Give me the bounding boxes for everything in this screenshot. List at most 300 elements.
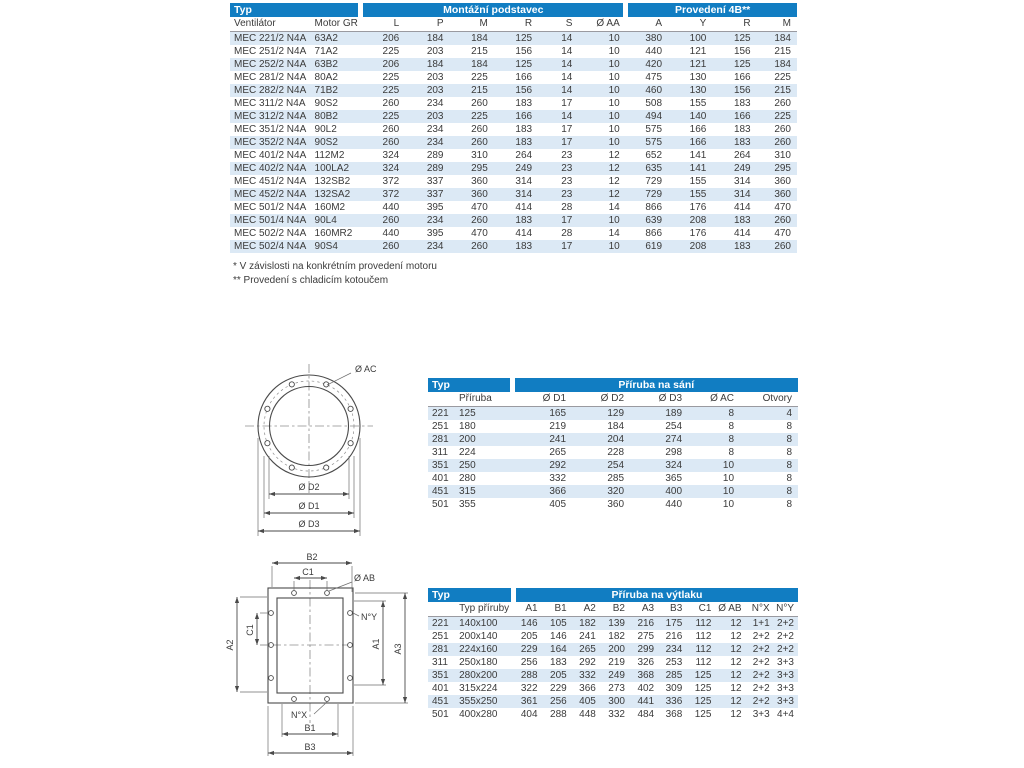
table-row: [428, 433, 798, 446]
table-cell: 2+2: [774, 643, 798, 656]
table-cell: 260: [774, 98, 791, 109]
dim-label-a1: A1: [371, 638, 381, 650]
table-cell: 324: [361, 162, 405, 175]
table-cell: 405: [571, 695, 600, 708]
table-cell: 130: [668, 84, 712, 97]
table-cell: 10: [578, 32, 625, 46]
table-cell: 184: [450, 58, 494, 71]
dim-label-a3: A3: [393, 643, 403, 655]
column-header: Ø D2: [572, 392, 630, 407]
table-cell: MEC 451/2 N4A: [234, 176, 307, 187]
table-cell: 441: [629, 695, 658, 708]
table-cell: 166: [689, 124, 707, 135]
table-cell: 273: [608, 683, 625, 694]
table-cell: MEC 501/2 N4A: [234, 202, 307, 213]
dim-label-a2: A2: [225, 639, 235, 651]
table-cell: 264: [733, 150, 751, 161]
table-cell: 405: [549, 499, 567, 510]
table-cell: 200: [600, 643, 629, 656]
table-cell: 484: [637, 709, 655, 720]
table-cell: 366: [579, 683, 596, 694]
table-cell: 2+2: [774, 617, 798, 631]
table-row: [230, 97, 797, 110]
footnotes: [233, 260, 437, 288]
table-row: [230, 240, 797, 253]
table-cell: 112: [686, 643, 715, 656]
table-cell: 404: [520, 709, 538, 720]
table-cell: 619: [626, 240, 668, 253]
table-cell: 221: [428, 617, 455, 631]
table-cell: 155: [689, 98, 707, 109]
table-cell: 14: [561, 46, 573, 57]
table-cell: 360: [774, 176, 791, 187]
table-cell: 166: [515, 72, 533, 83]
table-cell: 125: [686, 669, 715, 682]
table-cell: 260: [361, 240, 405, 253]
table-cell: 183: [550, 657, 567, 668]
table-cell: 215: [774, 46, 791, 57]
table-cell: 183: [515, 124, 533, 135]
table-cell: 130: [689, 72, 707, 83]
table-cell: 155: [668, 188, 712, 201]
leader-ny: [353, 613, 359, 616]
table-cell: 250: [455, 459, 512, 472]
dim-label-ny: N°Y: [361, 612, 378, 622]
suction-flange-diagram: [225, 352, 415, 542]
table-cell: 260: [361, 136, 405, 149]
table-cell: 314: [494, 188, 538, 201]
table-cell: 401: [432, 683, 449, 694]
table-cell: 225: [382, 46, 400, 57]
table-cell: 146: [513, 617, 541, 631]
table-cell: 440: [382, 228, 400, 239]
table-cell: 14: [538, 110, 578, 123]
table-cell: 256: [520, 657, 538, 668]
table-cell: 12: [608, 150, 620, 161]
table-cell: 165: [512, 407, 572, 421]
table-cell: 260: [774, 124, 791, 135]
column-header: Motor GR: [311, 17, 361, 32]
table-row: [428, 695, 798, 708]
table-cell: 288: [550, 709, 567, 720]
table-cell: 10: [608, 98, 620, 109]
table-cell: 121: [689, 46, 707, 57]
table-cell: 229: [550, 683, 567, 694]
table-cell: 225: [382, 72, 400, 83]
table-cell: 401: [432, 473, 449, 484]
table-cell: 28: [561, 202, 573, 213]
table-cell: MEC 402/2 N4A: [230, 162, 311, 175]
group-label-discharge-flange: Příruba na výtlaku: [513, 588, 798, 602]
table-row: [230, 45, 797, 58]
table-cell: 3+3: [777, 657, 794, 668]
table-cell: 125: [686, 695, 715, 708]
table-cell: 501: [432, 709, 449, 720]
table-cell: 309: [665, 683, 683, 694]
table-cell: 470: [471, 202, 488, 213]
table-row: [230, 136, 797, 149]
table-cell: MEC 251/2 N4A: [234, 46, 307, 57]
table-cell: 260: [450, 136, 494, 149]
table-cell: 206: [361, 32, 405, 46]
table-cell: 2+2: [746, 695, 774, 708]
dimension-d2: [269, 482, 349, 496]
table-cell: 180: [459, 421, 476, 432]
column-header: Ø AA: [578, 17, 625, 32]
table-row: [230, 110, 797, 123]
table-cell: 326: [637, 657, 655, 668]
table-cell: 112: [695, 657, 712, 668]
column-header: [428, 392, 455, 407]
table-cell: 203: [426, 46, 444, 57]
table-cell: 140x100: [455, 617, 513, 631]
table-cell: 100LA2: [311, 162, 361, 175]
group-label-typ: Typ: [428, 378, 512, 392]
table-cell: 156: [712, 84, 756, 97]
table-cell: 254: [572, 459, 630, 472]
table-cell: MEC 252/2 N4A: [230, 58, 311, 71]
table-cell: 260: [471, 98, 488, 109]
table-cell: 314: [712, 188, 756, 201]
table-cell: 351: [428, 669, 455, 682]
table-cell: 310: [471, 150, 488, 161]
table-cell: 234: [426, 98, 444, 109]
table-row: [428, 669, 798, 682]
table-cell: 8: [740, 485, 798, 498]
table-cell: 200: [455, 433, 512, 446]
table-row: [230, 71, 797, 84]
table-cell: 448: [579, 709, 596, 720]
table-cell: 121: [668, 58, 712, 71]
table-cell: 470: [471, 228, 488, 239]
table-cell: 225: [774, 72, 791, 83]
table-cell: 300: [600, 695, 629, 708]
table-cell: 264: [515, 150, 533, 161]
table-row: [428, 407, 798, 421]
table-cell: 260: [361, 214, 405, 227]
table-cell: 125: [494, 32, 538, 46]
table-cell: 12: [578, 162, 625, 175]
table-cell: 380: [626, 32, 668, 46]
footnote-motor: * V závislosti na konkrétním provedení motoru: [233, 261, 437, 272]
dimension-a3: [355, 593, 408, 703]
table-row: [428, 485, 798, 498]
table-cell: 249: [494, 162, 538, 175]
table-cell: 224: [459, 447, 476, 458]
table-cell: 372: [361, 188, 405, 201]
table-cell: 12: [730, 683, 742, 694]
column-header: B3: [658, 602, 686, 617]
table-cell: 219: [608, 657, 625, 668]
table-cell: MEC 281/2 N4A: [234, 72, 307, 83]
table-body: [230, 32, 797, 254]
leader-ac: [327, 373, 351, 385]
table-cell: 3+3: [752, 709, 770, 720]
table-cell: 260: [382, 98, 400, 109]
table-body: [428, 617, 798, 722]
table-cell: 8: [688, 433, 740, 446]
table-cell: 10: [688, 485, 740, 498]
table-cell: 285: [658, 669, 686, 682]
table-cell: 355x250: [455, 695, 513, 708]
table-cell: 125: [712, 32, 756, 46]
table-cell: 183: [712, 136, 756, 149]
table-cell: 141: [689, 150, 707, 161]
dim-label-b3: B3: [304, 742, 316, 752]
table-cell: 575: [645, 124, 663, 135]
table-cell: 310: [774, 150, 791, 161]
column-header: Ø AC: [688, 392, 740, 407]
table-group-header: [230, 3, 797, 17]
table-cell: 215: [450, 84, 494, 97]
table-cell: 332: [571, 669, 600, 682]
column-header: B2: [600, 602, 629, 617]
table-cell: 63A2: [311, 32, 361, 46]
group-label-version-4b: Provedení 4B**: [626, 3, 797, 17]
table-cell: 225: [450, 110, 494, 123]
table-cell: 292: [512, 459, 572, 472]
dimension-c1-left: [245, 613, 270, 645]
table-cell: 71B2: [311, 84, 361, 97]
column-header: P: [405, 17, 449, 32]
table-cell: 251: [432, 631, 449, 642]
dimension-d1: [264, 501, 354, 515]
table-cell: 337: [405, 188, 449, 201]
table-cell: 10: [722, 473, 735, 484]
table-cell: 216: [665, 631, 683, 642]
table-cell: 635: [626, 162, 668, 175]
column-header: L: [361, 17, 405, 32]
table-cell: 183: [515, 98, 533, 109]
table-cell: 156: [515, 46, 533, 57]
table-cell: 234: [405, 240, 449, 253]
table-cell: 275: [637, 631, 655, 642]
table-row: [428, 446, 798, 459]
table-cell: 400x280: [459, 709, 498, 720]
table-cell: 28: [561, 228, 573, 239]
table-cell: 280x200: [455, 669, 513, 682]
table-cell: 2+2: [752, 657, 770, 668]
table-cell: 221: [428, 407, 455, 421]
table-cell: 12: [730, 709, 742, 720]
column-header: Ø AB: [715, 602, 745, 617]
table-cell: MEC 221/2 N4A: [230, 32, 311, 46]
column-header: M: [450, 17, 494, 32]
table-cell: 90L4: [311, 214, 361, 227]
table-cell: 414: [515, 202, 533, 213]
table-cell: 90L2: [314, 124, 337, 135]
table-cell: 8: [786, 499, 793, 510]
table-row: [230, 227, 797, 240]
table-cell: 225: [361, 84, 405, 97]
table-cell: 295: [450, 162, 494, 175]
table-cell: 281: [428, 643, 455, 656]
table-cell: 10: [608, 124, 620, 135]
table-cell: 14: [608, 228, 620, 239]
dim-label-d2: Ø D2: [298, 482, 320, 492]
table-cell: 322: [520, 683, 538, 694]
table-cell: 10: [608, 46, 620, 57]
table-cell: 63B2: [311, 58, 361, 71]
table-cell: 10: [578, 58, 625, 71]
table-cell: 414: [733, 202, 751, 213]
dim-label-b2: B2: [306, 553, 318, 562]
table-cell: 8: [786, 447, 793, 458]
table-cell: 440: [665, 499, 683, 510]
table-row: [428, 682, 798, 695]
table-cell: 205: [542, 669, 571, 682]
table-cell: 289: [405, 162, 449, 175]
table-cell: 501: [432, 499, 449, 510]
table-cell: 2+2: [746, 669, 774, 682]
table-row: [230, 58, 797, 71]
table-cell: 372: [382, 176, 400, 187]
column-header: N°Y: [774, 602, 798, 617]
table-cell: 189: [630, 407, 688, 421]
table-cell: 8: [688, 407, 740, 421]
table-cell: 508: [645, 98, 663, 109]
table-cell: 260: [450, 240, 494, 253]
table-cell: 315x224: [459, 683, 498, 694]
table-cell: 10: [578, 110, 625, 123]
table-cell: 8: [728, 421, 735, 432]
table-cell: 23: [561, 150, 573, 161]
table-cell: 228: [607, 447, 625, 458]
table-cell: 260: [757, 240, 797, 253]
table-cell: 234: [405, 214, 449, 227]
table-cell: 203: [405, 110, 449, 123]
table-cell: 414: [515, 228, 533, 239]
dim-label-ac: Ø AC: [355, 364, 377, 374]
table-cell: 729: [645, 176, 663, 187]
table-cell: 280: [459, 473, 476, 484]
table-cell: 3+3: [774, 695, 798, 708]
column-header-row: [230, 17, 797, 32]
table-cell: 112: [686, 617, 715, 631]
table-cell: 71A2: [314, 46, 338, 57]
table-cell: 2+2: [746, 643, 774, 656]
dim-label-ab: Ø AB: [354, 573, 376, 583]
table-cell: 332: [608, 709, 625, 720]
table-cell: 365: [665, 473, 683, 484]
table-cell: 183: [494, 136, 538, 149]
table-cell: 156: [494, 84, 538, 97]
table-cell: MEC 401/2 N4A: [234, 150, 307, 161]
table-cell: 219: [549, 421, 567, 432]
table-cell: 176: [689, 202, 707, 213]
table-cell: 260: [757, 136, 797, 149]
table-cell: 224x160: [455, 643, 513, 656]
table-cell: 1+1: [746, 617, 774, 631]
table-cell: 402: [637, 683, 655, 694]
column-header: M: [757, 17, 797, 32]
table-cell: 260: [382, 124, 400, 135]
table-cell: 12: [715, 617, 745, 631]
table-cell: 315: [455, 485, 512, 498]
table-cell: 260: [757, 214, 797, 227]
table-cell: 440: [382, 202, 400, 213]
table-cell: 14: [538, 84, 578, 97]
table-cell: 254: [665, 421, 683, 432]
table-cell: 314: [733, 176, 751, 187]
table-cell: 299: [629, 643, 658, 656]
column-header: Ø D3: [630, 392, 688, 407]
table-cell: 298: [665, 447, 683, 458]
table-cell: 360: [471, 176, 488, 187]
table-cell: 90S2: [311, 136, 361, 149]
table-cell: 208: [668, 240, 712, 253]
table-cell: 17: [561, 98, 573, 109]
table-cell: 440: [645, 46, 663, 57]
table-cell: 10: [578, 214, 625, 227]
table-cell: 250x180: [459, 657, 498, 668]
table-cell: 4+4: [777, 709, 794, 720]
table-cell: 204: [572, 433, 630, 446]
table-cell: 23: [538, 188, 578, 201]
table-cell: 225: [361, 110, 405, 123]
table-cell: 183: [733, 124, 751, 135]
table-cell: 2+2: [777, 631, 794, 642]
table-cell: 225: [757, 110, 797, 123]
dimension-a2: [225, 597, 267, 692]
discharge-flange-diagram: [213, 553, 425, 765]
column-header: C1: [686, 602, 715, 617]
table-row: [230, 188, 797, 201]
table-cell: 355: [459, 499, 476, 510]
table-cell: 639: [626, 214, 668, 227]
column-header: B1: [542, 602, 571, 617]
table-row: [230, 32, 797, 46]
table-cell: 146: [550, 631, 567, 642]
table-row: [230, 162, 797, 175]
table-cell: 8: [786, 421, 793, 432]
dim-label-nx: N°X: [291, 710, 308, 720]
table-cell: 184: [405, 58, 449, 71]
dimension-c1-top: [294, 567, 327, 590]
bolt-holes: [269, 591, 353, 702]
table-cell: 216: [629, 617, 658, 631]
table-cell: MEC 352/2 N4A: [230, 136, 311, 149]
table-cell: 175: [658, 617, 686, 631]
table-cell: 183: [733, 98, 751, 109]
table-cell: 285: [607, 473, 625, 484]
table-cell: 200x140: [459, 631, 498, 642]
table-cell: 253: [665, 657, 683, 668]
table-row: [428, 656, 798, 669]
table-cell: 360: [757, 188, 797, 201]
table-cell: MEC 282/2 N4A: [230, 84, 311, 97]
table-cell: 494: [626, 110, 668, 123]
table-cell: 166: [668, 136, 712, 149]
table-cell: 866: [645, 228, 663, 239]
table-cell: MEC 311/2 N4A: [234, 98, 306, 109]
table-cell: 183: [494, 214, 538, 227]
table-cell: 336: [658, 695, 686, 708]
table-cell: 368: [629, 669, 658, 682]
table-cell: 184: [757, 32, 797, 46]
column-header: Otvory: [740, 392, 798, 407]
table-cell: 183: [712, 240, 756, 253]
table-cell: 160M2: [314, 202, 346, 213]
table-row: [230, 201, 797, 214]
group-label-typ: Typ: [230, 3, 361, 17]
table-cell: 166: [733, 72, 751, 83]
column-header-row: [428, 392, 798, 407]
table-cell: 125: [712, 58, 756, 71]
table-cell: 3+3: [777, 683, 794, 694]
table-cell: 203: [426, 72, 444, 83]
table-cell: 12: [578, 188, 625, 201]
